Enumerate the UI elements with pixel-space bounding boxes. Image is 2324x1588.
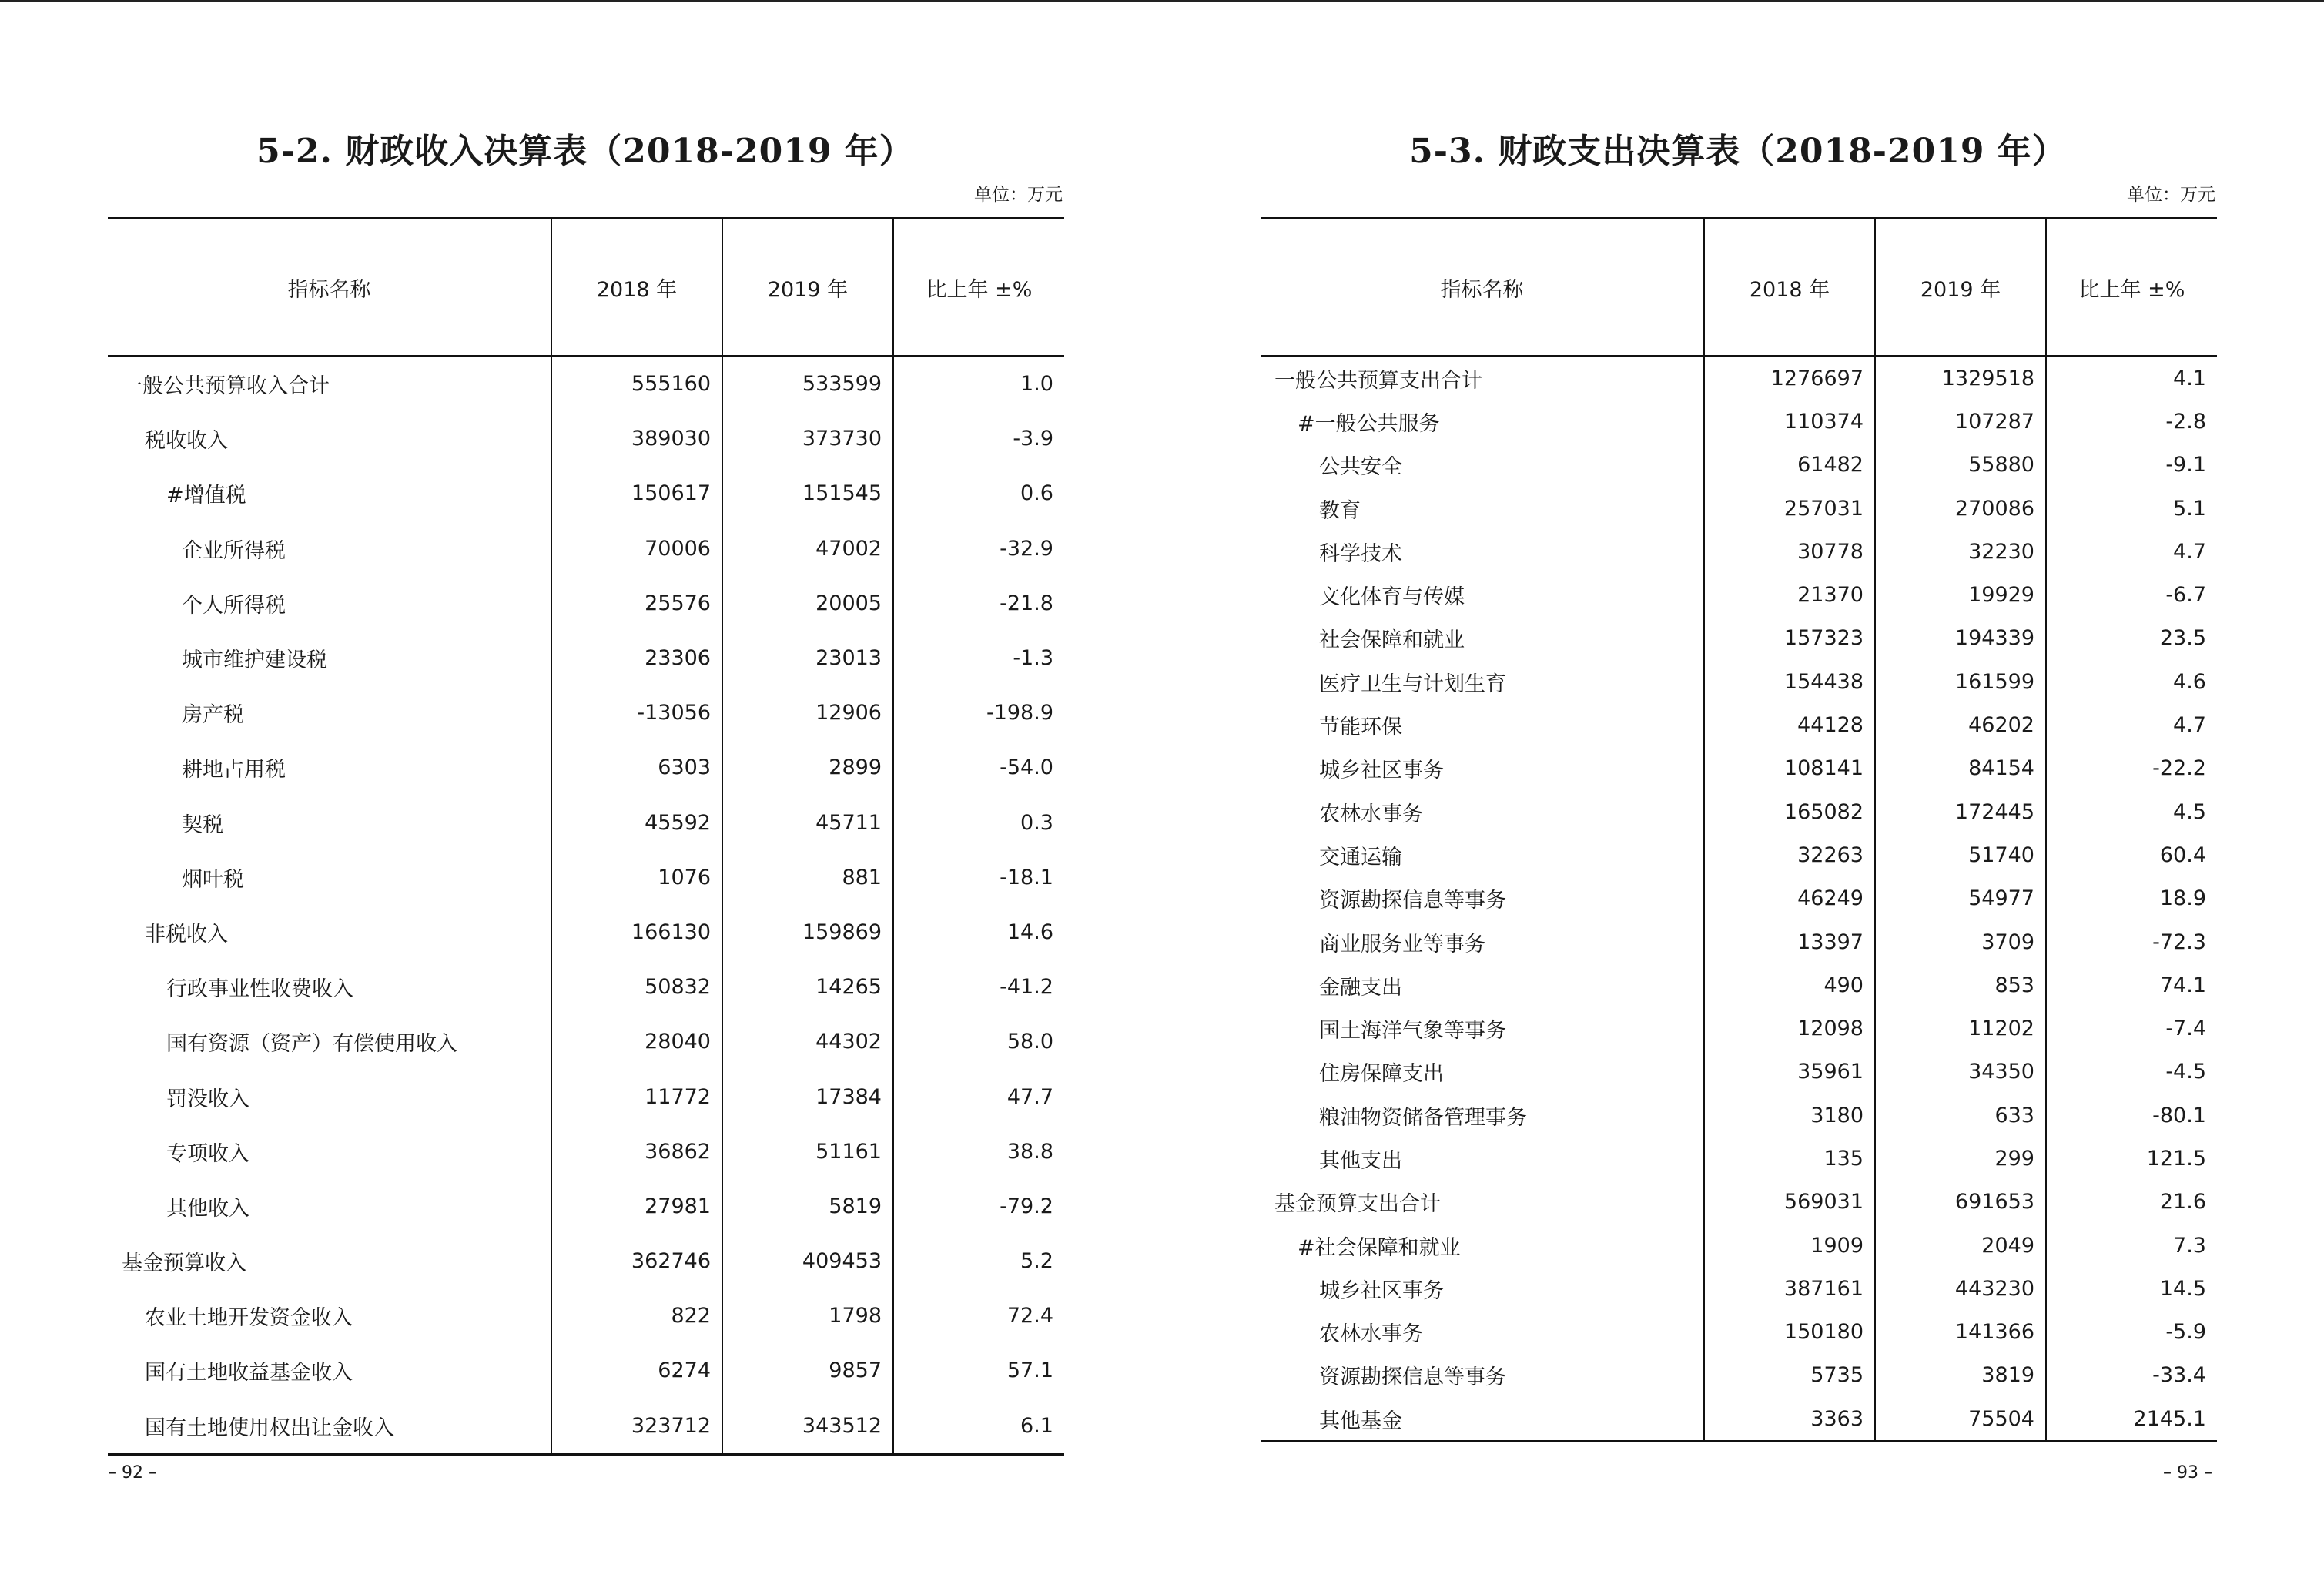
change-percent-cell: 21.6 [2046,1181,2217,1224]
value-2018-cell: 25576 [551,576,722,631]
row-name-cell: 非税收入 [145,922,228,946]
change-percent-cell: 72.4 [893,1288,1064,1343]
value-2018-cell: 555160 [551,356,722,411]
table-row [1261,833,2217,876]
value-2019-cell: 2899 [722,740,893,795]
value-2019-cell: 34350 [1875,1050,2046,1094]
value-2019-cell: 3819 [1875,1354,2046,1397]
value-2018-cell: 110374 [1704,400,1875,443]
row-name-cell: 城乡社区事务 [1319,759,1444,783]
table-row [1261,617,2217,660]
row-name-cell: 农林水事务 [1319,1322,1423,1347]
change-percent-cell: 5.1 [2046,487,2217,530]
value-2019-cell: 45711 [722,796,893,850]
change-percent-cell: -79.2 [893,1179,1064,1234]
value-2018-cell: 27981 [551,1179,722,1234]
page-number: – 92 – [108,1463,157,1482]
revenue-table-body [108,356,1064,1454]
value-2019-cell: 141366 [1875,1311,2046,1354]
unit-label: 单位：万元 [2127,185,2215,205]
value-2019-cell: 443230 [1875,1267,2046,1310]
value-2019-cell: 161599 [1875,660,2046,703]
row-name-cell: 房产税 [182,703,244,728]
value-2018-cell: 1909 [1704,1224,1875,1267]
row-name-cell: 金融支出 [1319,975,1402,1000]
value-2018-cell: 166130 [551,905,722,960]
change-percent-cell: 57.1 [893,1343,1064,1398]
value-2018-cell: 323712 [551,1399,722,1455]
change-percent-cell: 14.5 [2046,1267,2217,1310]
change-percent-cell: -18.1 [893,850,1064,905]
row-name-cell: 资源勘探信息等事务 [1319,1365,1506,1390]
table-row [108,356,1064,411]
table-row [108,1399,1064,1455]
table-row [108,685,1064,740]
value-2018-cell: 822 [551,1288,722,1343]
value-2019-cell: 107287 [1875,400,2046,443]
table-row [108,576,1064,631]
value-2018-cell: 3180 [1704,1094,1875,1137]
value-2018-cell: 490 [1704,963,1875,1007]
value-2018-cell: 387161 [1704,1267,1875,1310]
table-row [1261,1007,2217,1050]
value-2018-cell: 5735 [1704,1354,1875,1397]
change-percent-cell: -80.1 [2046,1094,2217,1137]
value-2019-cell: 151545 [722,466,893,521]
row-name-cell: 企业所得税 [182,538,286,563]
row-name-cell: 国有土地收益基金收入 [145,1361,353,1385]
row-name-cell: 一般公共预算支出合计 [1274,368,1482,393]
table-row [1261,530,2217,573]
value-2019-cell: 11202 [1875,1007,2046,1050]
change-percent-cell: 58.0 [893,1014,1064,1069]
table-row [1261,963,2217,1007]
row-name-cell: 国有土地使用权出让金收入 [145,1415,394,1440]
value-2018-cell: 6274 [551,1343,722,1398]
table-row [108,521,1064,576]
row-name-cell: 基金预算收入 [122,1251,246,1276]
change-percent-cell: 14.6 [893,905,1064,960]
row-name-cell: 个人所得税 [182,593,286,618]
table-row [1261,747,2217,790]
page-title: 5-2. 财政收入决算表（2018-2019 年） [256,132,914,171]
value-2019-cell: 51740 [1875,833,2046,876]
table-row [108,466,1064,521]
change-percent-cell: -9.1 [2046,444,2217,487]
value-2018-cell: 135 [1704,1137,1875,1180]
row-name-cell: 国土海洋气象等事务 [1319,1019,1506,1044]
change-percent-cell: 7.3 [2046,1224,2217,1267]
value-2018-cell: 3363 [1704,1397,1875,1442]
value-2018-cell: 6303 [551,740,722,795]
change-percent-cell: -32.9 [893,521,1064,576]
value-2018-cell: 30778 [1704,530,1875,573]
table-row [1261,877,2217,920]
table-row [1261,660,2217,703]
value-2019-cell: 84154 [1875,747,2046,790]
table-row [1261,1224,2217,1267]
row-name-cell: 一般公共预算收入合计 [122,374,330,399]
value-2018-cell: 13397 [1704,920,1875,963]
value-2018-cell: 1076 [551,850,722,905]
table-row [1261,703,2217,746]
value-2018-cell: 257031 [1704,487,1875,530]
row-name-cell: 罚没收入 [166,1087,249,1111]
value-2019-cell: 54977 [1875,877,2046,920]
value-2019-cell: 47002 [722,521,893,576]
value-2019-cell: 159869 [722,905,893,960]
column-header-change: 比上年 ±% [893,219,1064,357]
value-2019-cell: 46202 [1875,703,2046,746]
value-2019-cell: 691653 [1875,1181,2046,1224]
change-percent-cell: 4.7 [2046,703,2217,746]
row-name-cell: 交通运输 [1319,845,1402,869]
value-2019-cell: 373730 [722,411,893,466]
value-2019-cell: 32230 [1875,530,2046,573]
table-row [1261,1311,2217,1354]
table-row [108,796,1064,850]
column-header-name: 指标名称 [1261,219,1704,357]
value-2018-cell: 50832 [551,960,722,1014]
table-row [108,1069,1064,1124]
value-2018-cell: 12098 [1704,1007,1875,1050]
value-2018-cell: 165082 [1704,790,1875,833]
table-header-row [1261,219,2217,357]
table-row [108,1234,1064,1288]
row-name-cell: 文化体育与传媒 [1319,585,1465,610]
table-row [1261,1094,2217,1137]
change-percent-cell: 23.5 [2046,617,2217,660]
change-percent-cell: -41.2 [893,960,1064,1014]
column-header-name: 指标名称 [108,219,551,357]
change-percent-cell: -6.7 [2046,573,2217,616]
row-name-cell: 其他基金 [1319,1409,1402,1433]
row-name-cell: 节能环保 [1319,715,1402,740]
column-header-2019: 2019 年 [722,219,893,357]
change-percent-cell: -54.0 [893,740,1064,795]
table-row [1261,487,2217,530]
value-2019-cell: 44302 [722,1014,893,1069]
change-percent-cell: -1.3 [893,631,1064,685]
value-2018-cell: 389030 [551,411,722,466]
change-percent-cell: -72.3 [2046,920,2217,963]
column-header-change: 比上年 ±% [2046,219,2217,357]
value-2019-cell: 3709 [1875,920,2046,963]
change-percent-cell: -198.9 [893,685,1064,740]
table-row [1261,400,2217,443]
table-row [1261,444,2217,487]
row-name-cell: 农业土地开发资金收入 [145,1306,353,1331]
change-percent-cell: -21.8 [893,576,1064,631]
column-header-2019: 2019 年 [1875,219,2046,357]
row-name-cell: 科学技术 [1319,541,1402,566]
value-2019-cell: 5819 [722,1179,893,1234]
row-name-cell: 其他收入 [166,1196,249,1221]
row-name-cell: 行政事业性收费收入 [166,977,353,1002]
value-2018-cell: 569031 [1704,1181,1875,1224]
value-2019-cell: 20005 [722,576,893,631]
change-percent-cell: 4.7 [2046,530,2217,573]
row-name-cell: 城市维护建设税 [182,648,327,673]
row-name-cell: #社会保障和就业 [1298,1235,1461,1260]
table-row [1261,920,2217,963]
row-name-cell: 医疗卫生与计划生育 [1319,672,1506,696]
value-2018-cell: 1276697 [1704,356,1875,400]
value-2018-cell: 46249 [1704,877,1875,920]
change-percent-cell: -2.8 [2046,400,2217,443]
value-2019-cell: 75504 [1875,1397,2046,1442]
table-row [1261,790,2217,833]
value-2019-cell: 633 [1875,1094,2046,1137]
change-percent-cell: 4.5 [2046,790,2217,833]
value-2018-cell: 21370 [1704,573,1875,616]
value-2018-cell: 45592 [551,796,722,850]
row-name-cell: 教育 [1319,498,1361,523]
value-2019-cell: 409453 [722,1234,893,1288]
value-2018-cell: 157323 [1704,617,1875,660]
change-percent-cell: 38.8 [893,1124,1064,1179]
change-percent-cell: 47.7 [893,1069,1064,1124]
value-2018-cell: 108141 [1704,747,1875,790]
value-2018-cell: 61482 [1704,444,1875,487]
value-2018-cell: 362746 [551,1234,722,1288]
row-name-cell: #一般公共服务 [1298,411,1440,436]
value-2019-cell: 533599 [722,356,893,411]
change-percent-cell: -7.4 [2046,1007,2217,1050]
table-row [108,1343,1064,1398]
column-header-2018: 2018 年 [551,219,722,357]
table-row [108,740,1064,795]
change-percent-cell: -4.5 [2046,1050,2217,1094]
change-percent-cell: 2145.1 [2046,1397,2217,1442]
right-page [1162,0,2324,1588]
change-percent-cell: 74.1 [2046,963,2217,1007]
value-2019-cell: 194339 [1875,617,2046,660]
change-percent-cell: 0.3 [893,796,1064,850]
table-row [108,1014,1064,1069]
change-percent-cell: 60.4 [2046,833,2217,876]
change-percent-cell: -5.9 [2046,1311,2217,1354]
row-name-cell: 粮油物资储备管理事务 [1319,1105,1527,1130]
value-2018-cell: 154438 [1704,660,1875,703]
change-percent-cell: 6.1 [893,1399,1064,1455]
row-name-cell: 农林水事务 [1319,802,1423,826]
row-name-cell: #增值税 [166,484,246,508]
value-2018-cell: 35961 [1704,1050,1875,1094]
table-row [108,631,1064,685]
value-2018-cell: 28040 [551,1014,722,1069]
row-name-cell: 税收收入 [145,429,228,454]
row-name-cell: 社会保障和就业 [1319,628,1465,653]
row-name-cell: 专项收入 [166,1141,249,1166]
expenditure-table [1261,217,2217,1442]
table-row [1261,573,2217,616]
value-2018-cell: -13056 [551,685,722,740]
table-row [108,850,1064,905]
value-2019-cell: 1798 [722,1288,893,1343]
value-2019-cell: 343512 [722,1399,893,1455]
table-row [108,1288,1064,1343]
value-2019-cell: 881 [722,850,893,905]
value-2019-cell: 14265 [722,960,893,1014]
value-2019-cell: 17384 [722,1069,893,1124]
value-2019-cell: 9857 [722,1343,893,1398]
change-percent-cell: -33.4 [2046,1354,2217,1397]
row-name-cell: 商业服务业等事务 [1319,932,1485,956]
table-row [1261,1354,2217,1397]
change-percent-cell: 0.6 [893,466,1064,521]
change-percent-cell: 4.1 [2046,356,2217,400]
page-number: – 93 – [2163,1463,2212,1482]
change-percent-cell: 18.9 [2046,877,2217,920]
table-row [108,1179,1064,1234]
value-2019-cell: 55880 [1875,444,2046,487]
table-row [108,960,1064,1014]
change-percent-cell: 121.5 [2046,1137,2217,1180]
row-name-cell: 契税 [182,812,223,837]
value-2018-cell: 23306 [551,631,722,685]
row-name-cell: 其他支出 [1319,1148,1402,1173]
table-header-row [108,219,1064,357]
value-2019-cell: 19929 [1875,573,2046,616]
change-percent-cell: 4.6 [2046,660,2217,703]
table-row [1261,1397,2217,1442]
row-name-cell: 资源勘探信息等事务 [1319,889,1506,913]
change-percent-cell: 1.0 [893,356,1064,411]
change-percent-cell: 5.2 [893,1234,1064,1288]
row-name-cell: 耕地占用税 [182,758,286,782]
value-2019-cell: 853 [1875,963,2046,1007]
value-2018-cell: 150180 [1704,1311,1875,1354]
value-2019-cell: 12906 [722,685,893,740]
value-2018-cell: 32263 [1704,833,1875,876]
table-row [1261,1181,2217,1224]
expenditure-table-body [1261,356,2217,1442]
value-2018-cell: 11772 [551,1069,722,1124]
table-row [108,905,1064,960]
revenue-table [108,217,1064,1456]
value-2019-cell: 1329518 [1875,356,2046,400]
table-row [108,1124,1064,1179]
value-2019-cell: 51161 [722,1124,893,1179]
value-2019-cell: 299 [1875,1137,2046,1180]
value-2018-cell: 44128 [1704,703,1875,746]
row-name-cell: 住房保障支出 [1319,1062,1444,1087]
row-name-cell: 公共安全 [1319,455,1402,480]
change-percent-cell: -22.2 [2046,747,2217,790]
value-2019-cell: 23013 [722,631,893,685]
table-row [1261,1267,2217,1310]
table-row [1261,1137,2217,1180]
column-header-2018: 2018 年 [1704,219,1875,357]
value-2018-cell: 36862 [551,1124,722,1179]
change-percent-cell: -3.9 [893,411,1064,466]
row-name-cell: 国有资源（资产）有偿使用收入 [166,1032,457,1057]
table-row [108,411,1064,466]
table-row [1261,1050,2217,1094]
row-name-cell: 城乡社区事务 [1319,1278,1444,1303]
table-row [1261,356,2217,400]
page-title: 5-3. 财政支出决算表（2018-2019 年） [1409,132,2067,171]
value-2019-cell: 2049 [1875,1224,2046,1267]
row-name-cell: 基金预算支出合计 [1274,1192,1441,1217]
row-name-cell: 烟叶税 [182,867,244,892]
value-2019-cell: 270086 [1875,487,2046,530]
value-2019-cell: 172445 [1875,790,2046,833]
value-2018-cell: 150617 [551,466,722,521]
unit-label: 单位：万元 [974,185,1063,205]
value-2018-cell: 70006 [551,521,722,576]
